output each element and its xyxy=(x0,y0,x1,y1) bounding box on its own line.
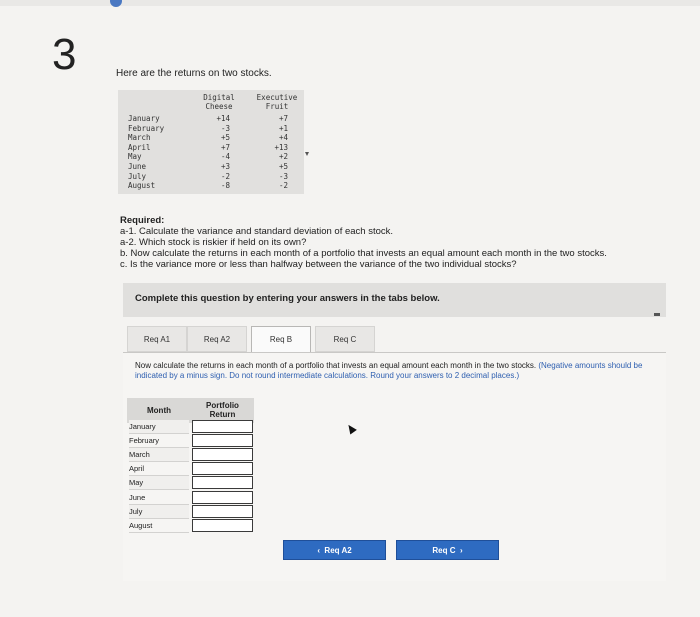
header-digital-line1: Digital xyxy=(203,93,235,102)
stock-month-cell: May xyxy=(128,152,142,162)
required-section xyxy=(120,215,607,270)
stock-month-cell: January xyxy=(128,114,160,123)
stock-executive-cell: +7 xyxy=(278,114,288,123)
instructions-hint: (Negative amounts should be indicated by a minus sign. Do not round intermediate calculations. Round your answers to 2 decimal places.) xyxy=(135,361,643,380)
instructions-main: Now calculate the returns in each month of a portfolio that invests an equal amount each month in the two stocks. xyxy=(135,361,537,370)
chevron-right-icon: › xyxy=(455,546,463,555)
prev-req-label: Req A2 xyxy=(324,546,352,555)
top-strip xyxy=(0,0,700,6)
required-a1: a-1. Calculate the variance and standard deviation of each stock. xyxy=(120,226,394,237)
portfolio-month-cell: July xyxy=(129,505,189,519)
portfolio-month-cell: February xyxy=(129,434,189,448)
table-row xyxy=(127,462,254,476)
stock-month-cell: March xyxy=(128,133,151,143)
portfolio-month-cell: June xyxy=(129,491,189,505)
stock-digital-cell: +7 xyxy=(220,142,230,152)
portfolio-return-input[interactable] xyxy=(192,491,253,504)
table-row xyxy=(127,519,254,533)
header-executive-line1: Executive xyxy=(256,93,298,102)
stock-returns-table xyxy=(118,90,304,194)
portfolio-month-cell: May xyxy=(129,476,189,490)
portfolio-return-input[interactable] xyxy=(192,434,253,447)
table-row xyxy=(127,476,254,490)
stock-digital-cell: -4 xyxy=(220,152,230,162)
tab-req-c[interactable]: Req C xyxy=(315,326,375,352)
stock-executive-cell: -2 xyxy=(278,181,288,191)
stock-executive-cell: +13 xyxy=(274,142,288,152)
portfolio-return-input[interactable] xyxy=(192,462,253,475)
next-req-button[interactable] xyxy=(396,540,499,560)
next-req-label: Req C xyxy=(432,546,456,555)
tab-req-a1[interactable]: Req A1 xyxy=(127,326,187,352)
portfolio-month-cell: April xyxy=(129,462,189,476)
portfolio-month-cell: August xyxy=(129,519,189,533)
question-intro: Here are the returns on two stocks. xyxy=(116,68,272,79)
panel-corner-mark xyxy=(654,313,660,316)
table-row xyxy=(127,505,254,519)
table-row xyxy=(127,448,254,462)
stock-digital-cell: -8 xyxy=(220,181,230,191)
header-executive-fruit xyxy=(252,93,302,111)
required-title: Required: xyxy=(120,215,165,226)
portfolio-month-cell: March xyxy=(129,448,189,462)
prev-req-button[interactable] xyxy=(283,540,386,560)
portfolio-month-cell: January xyxy=(129,420,189,434)
instructions-panel xyxy=(123,283,666,317)
portfolio-return-input[interactable] xyxy=(192,448,253,461)
stock-executive-cell: +4 xyxy=(278,133,288,143)
required-c: c. Is the variance more or less than halfway between the variance of the two individual stocks? xyxy=(120,259,517,270)
question-number: 3 xyxy=(52,30,77,79)
header-portfolio-line2: Return xyxy=(209,410,236,419)
stock-executive-cell: -3 xyxy=(278,171,288,181)
stock-digital-cell: +3 xyxy=(220,162,230,171)
portfolio-return-input[interactable] xyxy=(192,505,253,518)
panel-text: Complete this question by entering your answers in the tabs below. xyxy=(135,293,440,304)
tab-req-b[interactable]: Req B xyxy=(251,326,311,353)
stock-month-cell: July xyxy=(128,171,147,181)
portfolio-return-input[interactable] xyxy=(192,420,253,433)
header-digital-cheese xyxy=(202,93,236,111)
stock-executive-cell: +2 xyxy=(278,152,288,162)
tab-req-a2[interactable]: Req A2 xyxy=(187,326,247,352)
stock-digital-cell: +14 xyxy=(216,114,230,123)
chevron-left-icon: ‹ xyxy=(317,546,325,555)
table-row xyxy=(127,491,254,505)
table-row xyxy=(127,420,254,434)
stock-digital-cell: +5 xyxy=(220,133,230,143)
tab-instructions xyxy=(135,361,660,380)
required-a2: a-2. Which stock is riskier if held on its own? xyxy=(120,237,307,248)
stock-digital-cell: -2 xyxy=(220,171,230,181)
stock-executive-cell: +5 xyxy=(278,162,288,171)
stock-digital-cell: -3 xyxy=(220,123,230,133)
header-executive-line2: Fruit xyxy=(265,102,289,111)
portfolio-return-input[interactable] xyxy=(192,476,253,489)
stock-month-cell: August xyxy=(128,181,156,191)
table-row xyxy=(127,434,254,448)
stock-executive-cell: +1 xyxy=(278,123,288,133)
stock-month-cell: June xyxy=(128,162,147,171)
header-portfolio-line1: Portfolio xyxy=(206,401,239,410)
header-digital-line2: Cheese xyxy=(205,102,233,111)
stock-month-cell: April xyxy=(128,142,151,152)
stock-month-cell: February xyxy=(128,123,165,133)
pointer-mark-icon xyxy=(305,152,309,156)
required-b: b. Now calculate the returns in each month of a portfolio that invests an equal amount each month in the two stocks. xyxy=(120,248,607,259)
portfolio-return-input[interactable] xyxy=(192,519,253,532)
header-month: Month xyxy=(127,398,192,423)
